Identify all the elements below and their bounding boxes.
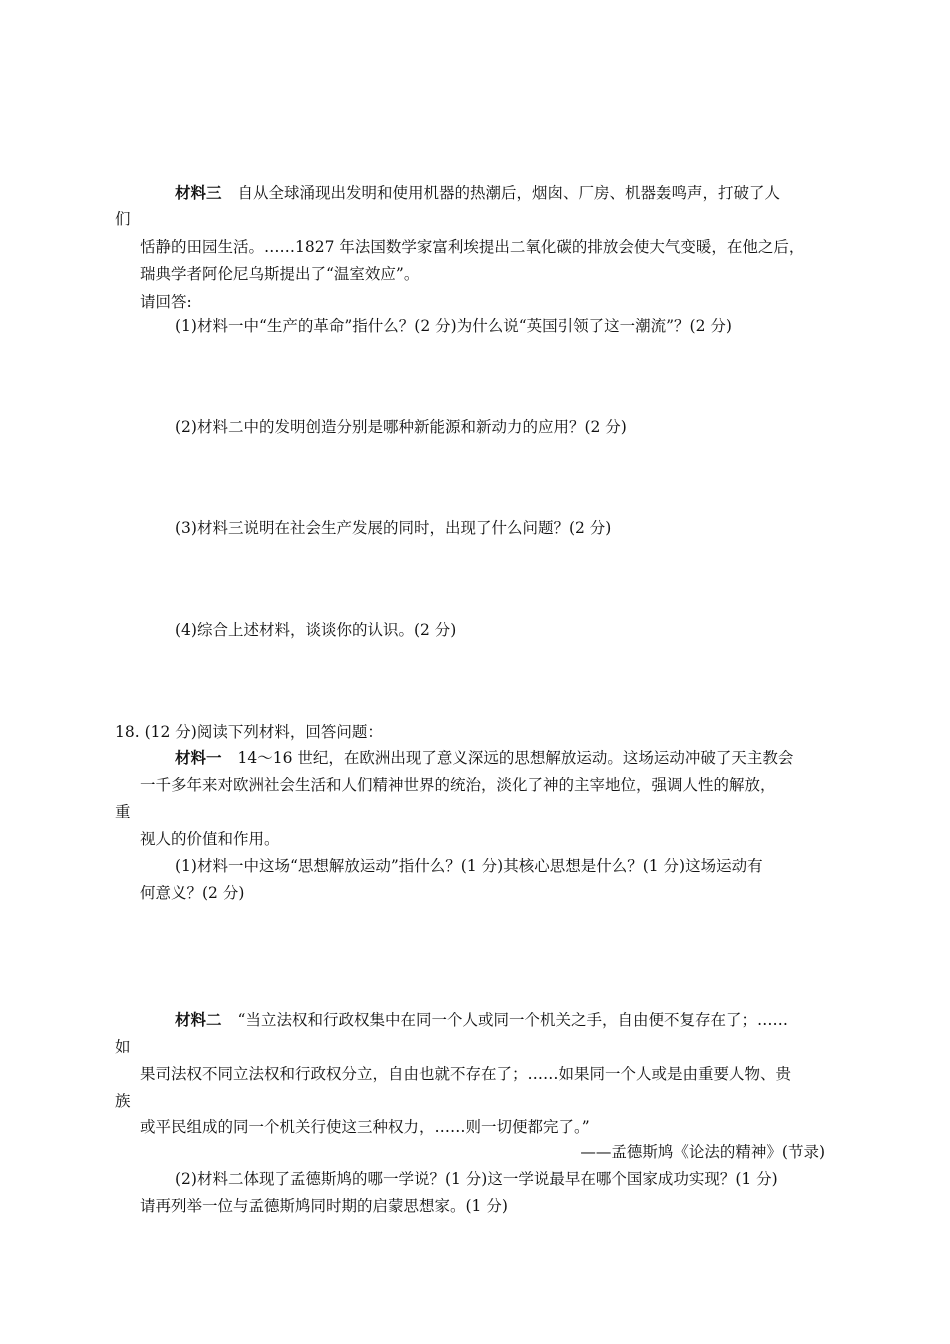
q18-material-1-wrap: 重 bbox=[115, 803, 131, 821]
q18-question-1-line-2: 何意义？(2 分) bbox=[140, 884, 245, 902]
q18-question-1-line-1: (1)材料一中这场“思想解放运动”指什么？(1 分)其核心思想是什么？(1 分)这场运动有 bbox=[175, 857, 763, 875]
q18-material-2-line-2: 果司法权不同立法权和行政权分立，自由也就不存在了；……如果同一个人或是由重要人物、贵 bbox=[140, 1065, 792, 1083]
q18-material-1-label: 材料一 bbox=[175, 748, 222, 767]
q18-question-2-line-2: 请再列举一位与孟德斯鸠同时期的启蒙思想家。(1 分) bbox=[140, 1197, 508, 1215]
material-3-label: 材料三 bbox=[175, 183, 222, 202]
material-3-line-2: 恬静的田园生活。……1827 年法国数学家富利埃提出二氧化碳的排放会使大气变暖，在他之后， bbox=[140, 238, 805, 256]
material-3-text-1: 自从全球涌现出发明和使用机器的热潮后，烟囱、厂房、机器轰鸣声，打破了人 bbox=[237, 184, 781, 202]
q18-material-2-wrap-2: 族 bbox=[115, 1092, 131, 1110]
material-3-line-3: 瑞典学者阿伦尼乌斯提出了“温室效应”。 bbox=[140, 265, 420, 283]
q18-material-2-line-1 bbox=[175, 1010, 788, 1030]
q18-question-2-line-1: (2)材料二体现了孟德斯鸠的哪一学说？(1 分)这一学说最早在哪个国家成功实现？(1 分) bbox=[175, 1170, 778, 1188]
q18-header: 18. (12 分)阅读下列材料，回答问题： bbox=[115, 723, 383, 741]
q17-question-1: (1)材料一中“生产的革命”指什么？(2 分)为什么说“英国引领了这一潮流”？(2 分) bbox=[175, 317, 732, 335]
q18-material-2-line-3: 或平民组成的同一个机关行使这三种权力，……则一切便都完了。” bbox=[140, 1118, 590, 1136]
q18-material-1-line-2: 一千多年来对欧洲社会生活和人们精神世界的统治，淡化了神的主宰地位，强调人性的解放， bbox=[140, 776, 776, 794]
material-3-line-1 bbox=[175, 183, 780, 203]
q18-material-2-label: 材料二 bbox=[175, 1010, 222, 1029]
q17-question-3: (3)材料三说明在社会生产发展的同时，出现了什么问题？(2 分) bbox=[175, 519, 612, 537]
q18-material-2-wrap-1: 如 bbox=[115, 1038, 131, 1056]
q18-material-1-line-3: 视人的价值和作用。 bbox=[140, 830, 280, 848]
q17-question-2: (2)材料二中的发明创造分别是哪种新能源和新动力的应用？(2 分) bbox=[175, 418, 627, 436]
q18-material-1-line-1 bbox=[175, 748, 793, 768]
q18-material-2-source: ——孟德斯鸠《论法的精神》(节录) bbox=[580, 1143, 825, 1161]
answer-prompt: 请回答: bbox=[140, 293, 192, 311]
material-3-wrap: 们 bbox=[115, 210, 131, 228]
q18-material-1-text-1: 14～16 世纪，在欧洲出现了意义深远的思想解放运动。这场运动冲破了天主教会 bbox=[237, 749, 794, 767]
q18-material-2-text-1: “当立法权和行政权集中在同一个人或同一个机关之手，自由便不复存在了；…… bbox=[237, 1011, 788, 1029]
q17-question-4: (4)综合上述材料，谈谈你的认识。(2 分) bbox=[175, 621, 457, 639]
